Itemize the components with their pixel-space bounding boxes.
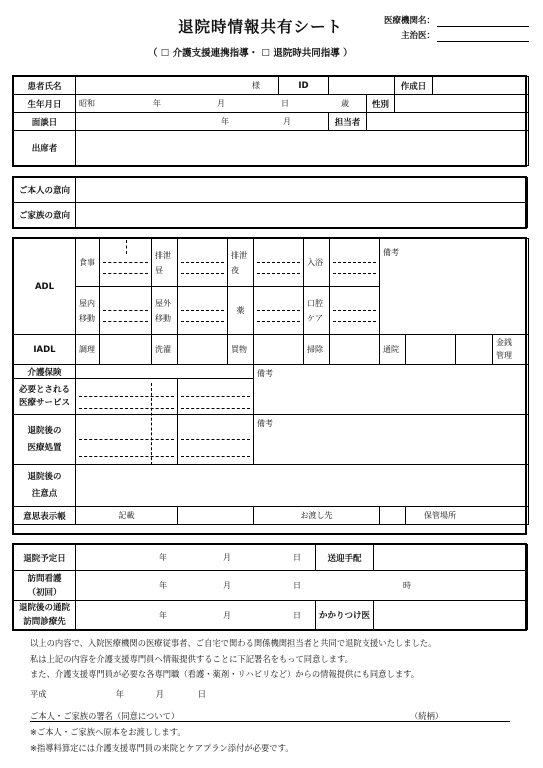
- doctor-field[interactable]: [437, 29, 529, 42]
- day-text: [291, 116, 329, 127]
- iadl-label: IADL: [14, 335, 76, 365]
- created-date-label: 作成日: [395, 77, 433, 95]
- month-text: 月: [223, 553, 231, 562]
- iadl-laundry-label: 洗濯: [152, 335, 178, 365]
- relation-label: （続柄）: [410, 711, 444, 721]
- intent-table: [13, 177, 528, 228]
- iadl-shopping-field[interactable]: [254, 335, 304, 365]
- month-text: 月: [283, 117, 291, 126]
- services-label: 必要とされる 医療サービス: [14, 379, 76, 415]
- family-doctor-field[interactable]: [374, 601, 528, 630]
- storage-label: 保管場所: [406, 507, 529, 525]
- sex-label: 性別: [367, 95, 395, 113]
- insurance-field[interactable]: [76, 365, 254, 379]
- notes-label: 退院後の 注意点: [14, 465, 76, 507]
- handover-field[interactable]: [380, 507, 406, 525]
- attendees-label: 出席者: [14, 131, 76, 166]
- excretion-night-field[interactable]: [254, 239, 304, 287]
- discharge-table: [13, 544, 528, 630]
- month-text: 月: [223, 581, 231, 590]
- sex-field[interactable]: [395, 95, 529, 113]
- indoor-move-field[interactable]: [100, 287, 152, 335]
- facility-label: 医療機関名：: [384, 16, 436, 26]
- family-doctor-label: かかりつけ医: [316, 601, 374, 630]
- consent-line-1: 以上の内容で、入院医療機関の医療従事者、ご自宅で関わる関係機関担当者と共同で退院支援いたしました。: [30, 638, 437, 648]
- outdoor-move-field[interactable]: [178, 287, 228, 335]
- year-text: 年: [153, 99, 161, 108]
- day-text: 日: [293, 553, 301, 562]
- option-care-support[interactable]: （ ☐ 介護支援連携指導・: [148, 48, 259, 59]
- year-text: 年: [159, 581, 167, 590]
- planned-date-label: 退院予定日: [14, 545, 76, 571]
- iadl-money-cell[interactable]: [456, 335, 529, 365]
- month-text: 月: [217, 99, 225, 108]
- birth-date-label: 生年月日: [14, 95, 76, 113]
- day-text: 日: [293, 610, 301, 620]
- bath-field[interactable]: [330, 239, 380, 287]
- iadl-cooking-field[interactable]: [100, 335, 152, 365]
- entry-label: 記載: [76, 507, 178, 525]
- after-care-label: 退院後の 医療処置: [14, 415, 76, 465]
- excretion-day-label: 排泄 昼: [152, 239, 178, 287]
- iadl-laundry-field[interactable]: [178, 335, 228, 365]
- excretion-night-label: 排泄 夜: [228, 239, 254, 287]
- transport-field[interactable]: [374, 545, 528, 571]
- iadl-hospital-field[interactable]: [406, 335, 456, 365]
- created-date-field[interactable]: [433, 77, 529, 95]
- indoor-move-label: 屋内 移動: [76, 287, 100, 335]
- id-field[interactable]: [329, 77, 395, 95]
- id-label: ID: [279, 77, 329, 95]
- patient-info-table: [13, 76, 529, 166]
- facility-field[interactable]: [437, 14, 529, 27]
- era-text: 昭和: [79, 99, 95, 108]
- excretion-day-field[interactable]: [178, 239, 228, 287]
- family-intent-label: ご家族の意向: [14, 203, 76, 228]
- staff-label: 担当者: [329, 113, 367, 131]
- year-text: 年: [115, 689, 124, 699]
- after-care-remarks[interactable]: 備考: [254, 415, 529, 465]
- entry-field[interactable]: [178, 507, 254, 525]
- after-care-field-b[interactable]: [178, 415, 254, 465]
- month-text: 月: [223, 610, 231, 620]
- services-field-b[interactable]: [178, 379, 254, 415]
- signature-line[interactable]: [30, 721, 510, 722]
- meal-divider: [126, 240, 127, 254]
- consent-line-3: また、介護支援専門員が必要な各専門職（看護・薬剤・リハビリなど）からの情報提供にも同意します。: [30, 669, 420, 679]
- handover-label: お渡し先: [254, 507, 380, 525]
- insurance-label: 介護保険: [14, 365, 76, 379]
- transport-label: 送迎手配: [316, 545, 374, 571]
- iadl-money-label: 金銭 管理: [492, 335, 515, 364]
- iadl-hospital-label: 通院: [380, 335, 406, 365]
- adl-table: [13, 238, 529, 525]
- patient-name-label: 患者氏名: [14, 77, 76, 95]
- day-text: 日: [281, 99, 289, 108]
- medicine-field[interactable]: [254, 287, 304, 335]
- care-remarks[interactable]: 備考: [254, 365, 529, 415]
- age-text: 歳: [341, 99, 349, 108]
- adl-label: ADL: [14, 239, 76, 335]
- footnote-2: ※指導料算定には介護支援専門員の来院とケアプラン添付が必要です。: [30, 743, 294, 753]
- self-intent-field[interactable]: [76, 178, 528, 203]
- month-text: 月: [155, 689, 164, 699]
- services-field-a[interactable]: [76, 379, 178, 415]
- self-intent-label: ご本人の意向: [14, 178, 76, 203]
- year-text: 年: [159, 553, 167, 562]
- interview-date-label: 面談日: [14, 113, 76, 131]
- doctor-label: 主治医：: [401, 31, 436, 41]
- family-intent-field[interactable]: [76, 203, 528, 228]
- staff-field[interactable]: [367, 113, 529, 131]
- honorific: 様: [252, 81, 260, 90]
- birth-date-field[interactable]: [76, 95, 367, 113]
- year-text: 年: [221, 117, 229, 126]
- visit-nurse-field[interactable]: [76, 571, 528, 601]
- planned-date-field[interactable]: [76, 545, 316, 571]
- consent-line-2: 私は上記の内容を介護支援専門員へ情報提供することに下記署名をもって同意します。: [30, 654, 353, 664]
- attendees-field[interactable]: [76, 131, 529, 166]
- clinic-label: 退院後の通院 訪問診療先: [14, 601, 76, 630]
- guidance-type-selector[interactable]: [148, 45, 353, 59]
- clinic-date-field[interactable]: [76, 601, 316, 630]
- patient-name-field[interactable]: [76, 77, 279, 95]
- day-text: 日: [197, 689, 206, 699]
- hour-text: 時: [403, 581, 411, 590]
- consent-date[interactable]: [30, 688, 206, 700]
- outdoor-move-label: 屋外 移動: [152, 287, 178, 335]
- iadl-cleaning-label: 掃除: [304, 335, 330, 365]
- adl-remarks[interactable]: 備考: [380, 239, 529, 335]
- oral-care-field[interactable]: [330, 287, 380, 335]
- meal-label: 食事: [76, 239, 100, 287]
- page-title: 退院時情報共有シート: [178, 18, 344, 36]
- era-text: 平成: [30, 689, 47, 699]
- oral-care-label: 口腔 ケア: [304, 287, 330, 335]
- footnote-1: ※ご本人・ご家族へ原本をお渡しします。: [30, 727, 186, 737]
- iadl-cooking-label: 調理: [76, 335, 100, 365]
- signature-label: ご本人・ご家族の署名（同意について）: [30, 711, 180, 721]
- intent-card-label: 意思表示帳: [14, 507, 76, 525]
- bath-label: 入浴: [304, 239, 330, 287]
- year-text: 年: [159, 610, 167, 620]
- iadl-cleaning-field[interactable]: [330, 335, 380, 365]
- after-care-field-a[interactable]: [76, 415, 178, 465]
- iadl-shopping-label: 買物: [228, 335, 254, 365]
- notes-field[interactable]: [76, 465, 529, 507]
- day-text: 日: [293, 581, 301, 590]
- services-divider: [151, 383, 152, 465]
- medicine-label: 薬: [228, 287, 254, 335]
- visit-nurse-label: 訪問看護 （初回）: [14, 571, 76, 601]
- option-joint-guidance[interactable]: ☐ 退院時共同指導 ）: [261, 48, 353, 59]
- interview-date-field[interactable]: [76, 113, 329, 131]
